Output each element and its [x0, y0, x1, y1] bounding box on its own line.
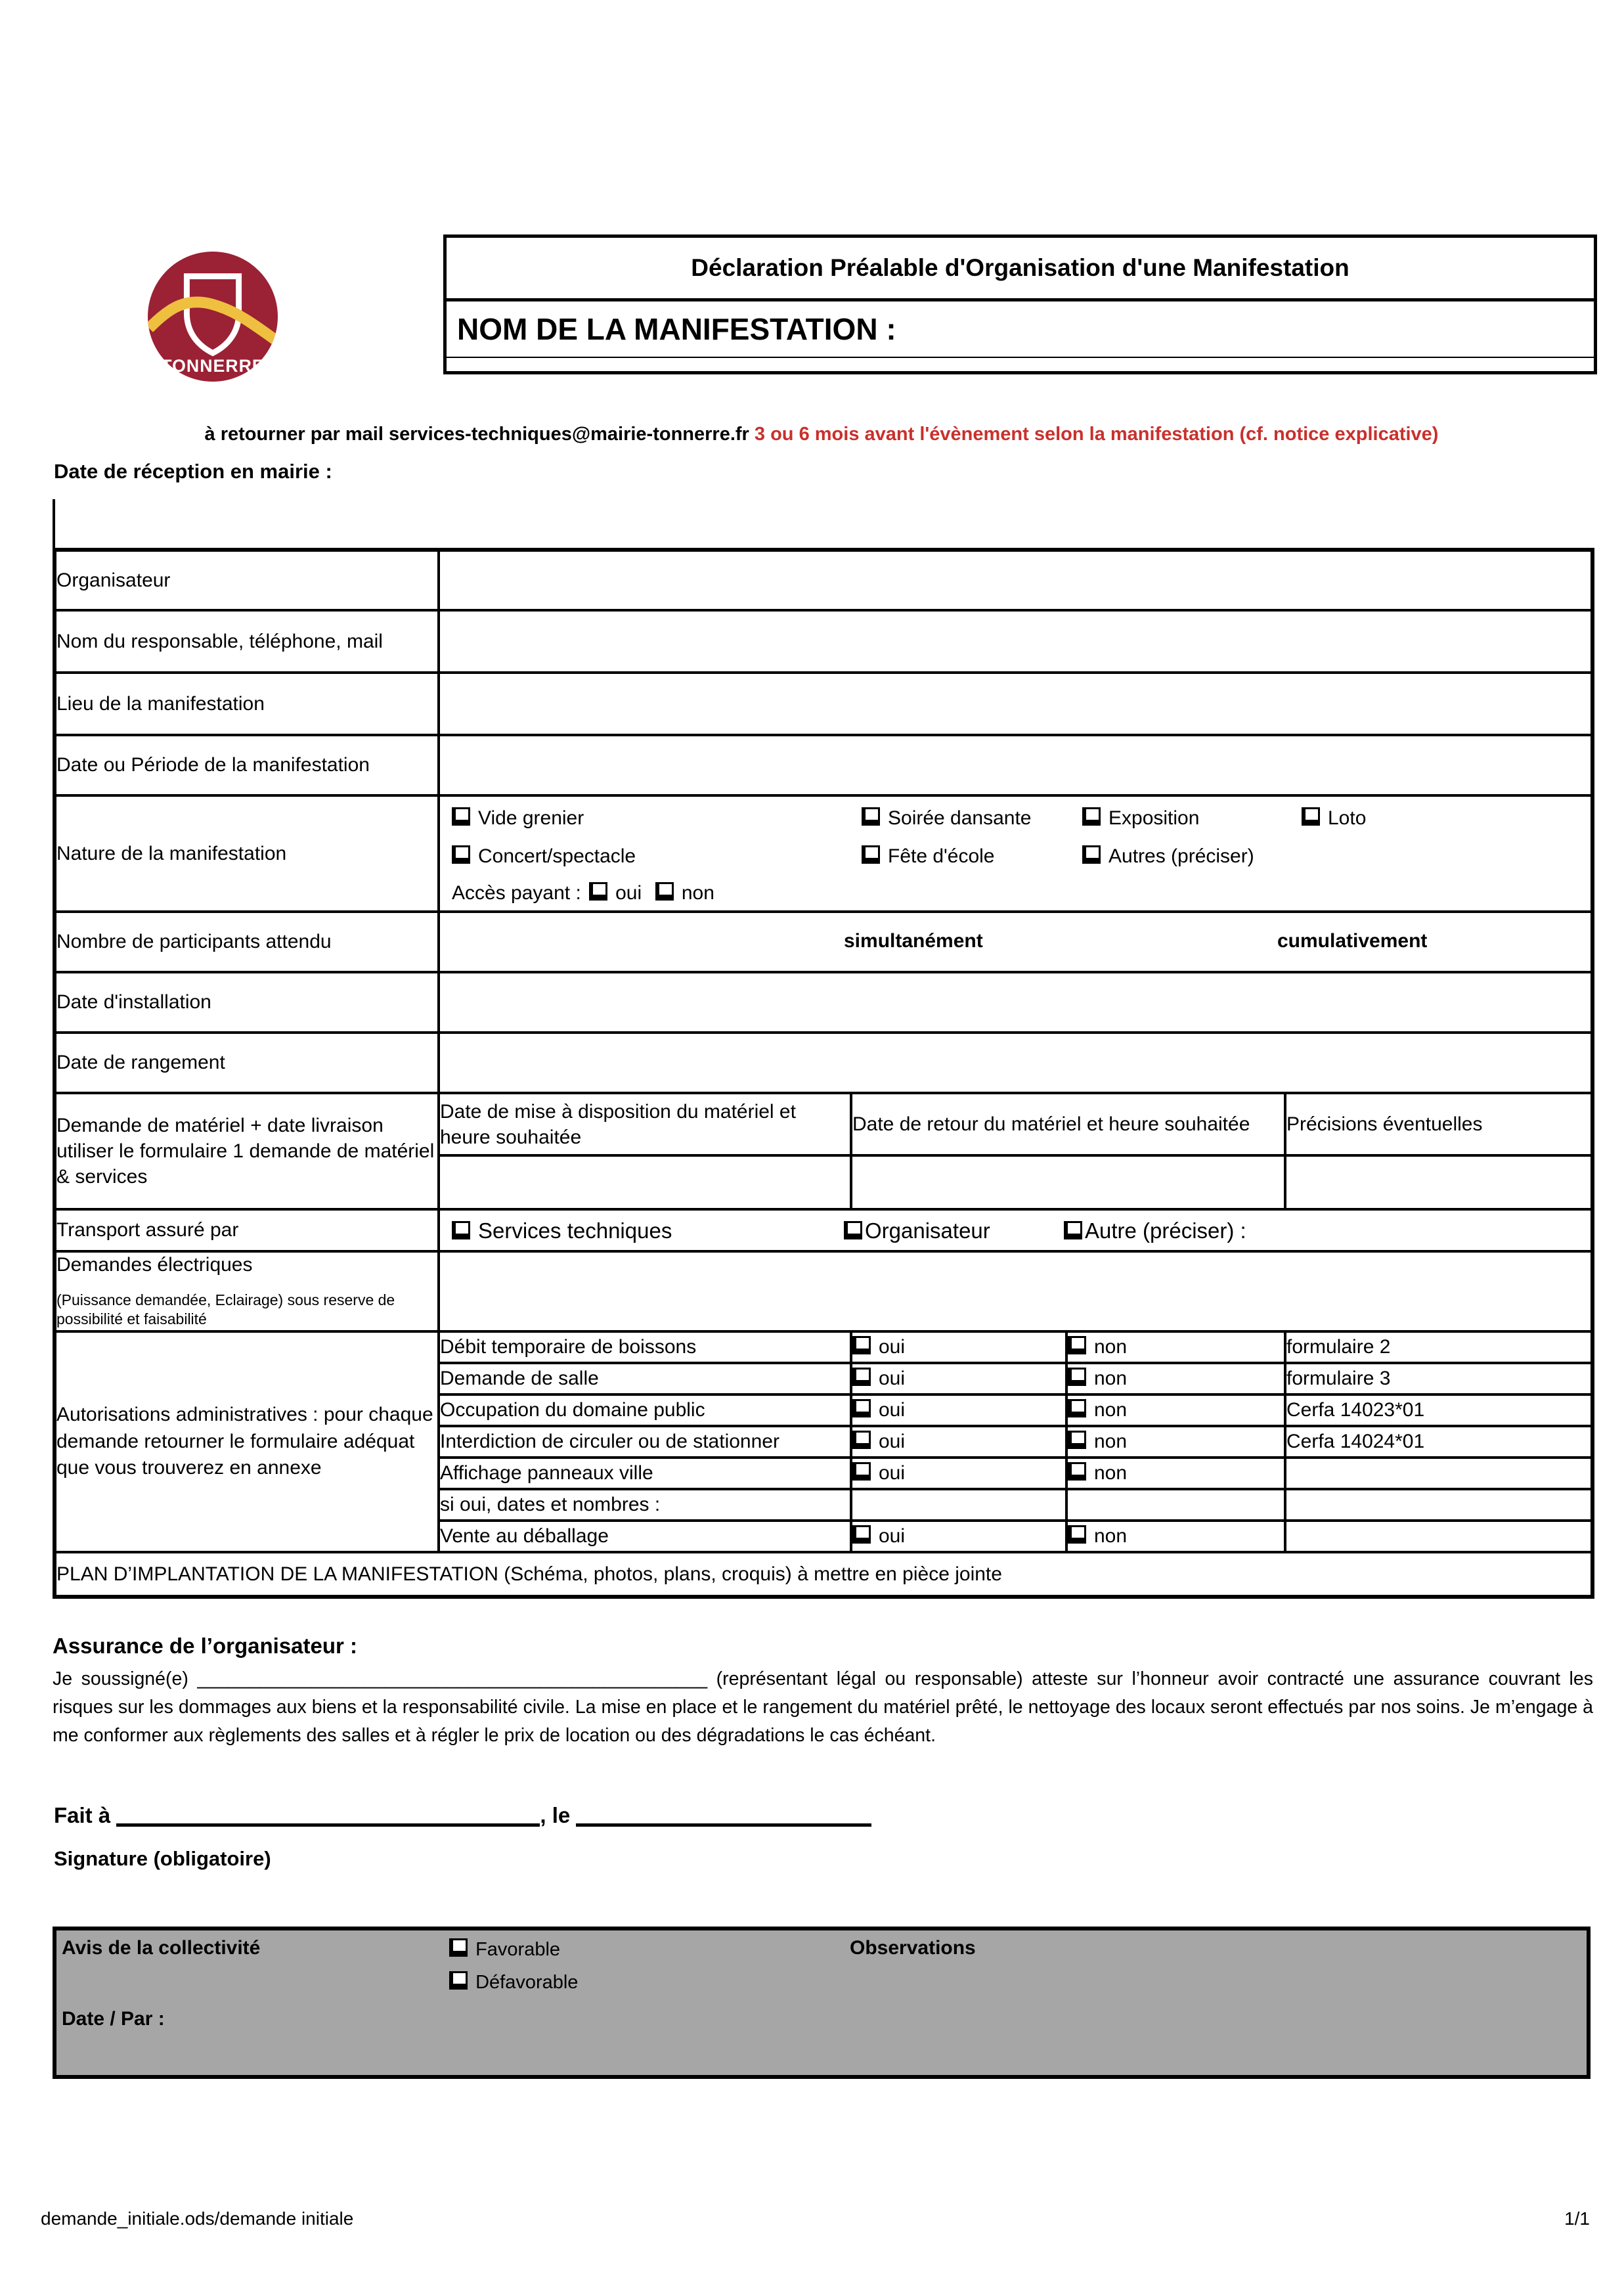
option-label: Organisateur: [865, 1218, 990, 1243]
electrique-title: Demandes électriques: [56, 1254, 253, 1276]
auth-dates-field[interactable]: [1066, 1489, 1285, 1521]
checkbox-icon[interactable]: [852, 1431, 871, 1449]
auth-non-cell[interactable]: [1066, 1394, 1285, 1426]
le-label: , le: [540, 1803, 571, 1827]
footer-page-number: 1/1: [1564, 2208, 1590, 2229]
fait-a-line: [54, 1803, 871, 1828]
auth-oui-cell[interactable]: [851, 1363, 1066, 1394]
tonnerre-logo-icon: [148, 252, 278, 382]
field-responsable[interactable]: [439, 610, 1592, 673]
event-name-label[interactable]: NOM DE LA MANIFESTATION :: [447, 301, 1594, 358]
non-label: non: [1094, 1336, 1128, 1358]
option-label: Exposition: [1108, 807, 1200, 829]
plan-implantation-note: PLAN D’IMPLANTATION DE LA MANIFESTATION (Schéma, photos, plans, croquis) à mettre en pièce jointe: [55, 1552, 1592, 1597]
auth-item-name: Interdiction de circuler ou de stationner: [439, 1426, 851, 1458]
date-par-label: Date / Par :: [62, 2008, 165, 2030]
option-label: Soirée dansante: [888, 807, 1032, 829]
fait-a-label: Fait à: [54, 1803, 111, 1827]
option-concert[interactable]: [452, 845, 636, 868]
footer-filename: demande_initiale.ods/demande initiale: [41, 2208, 354, 2229]
auth-form-ref: formulaire 3: [1285, 1363, 1592, 1394]
field-nature: [439, 795, 1592, 912]
auth-item-name: Affichage panneaux ville: [439, 1458, 851, 1489]
deadline-warning-text: 3 ou 6 mois avant l'évènement selon la manifestation (cf. notice explicative): [749, 424, 1439, 445]
field-installation[interactable]: [439, 972, 1592, 1033]
participants-cumulatif-label: cumulativement: [1277, 930, 1428, 952]
checkbox-icon[interactable]: [655, 882, 674, 901]
auth-non-cell[interactable]: [1066, 1458, 1285, 1489]
field-organisateur[interactable]: [439, 550, 1592, 610]
option-label: Autres (préciser): [1108, 845, 1254, 867]
auth-item-name: Occupation du domaine public: [439, 1394, 851, 1426]
option-transport-autre[interactable]: [1064, 1218, 1246, 1243]
oui-label: oui: [879, 1525, 906, 1547]
fait-a-date-field[interactable]: [576, 1804, 871, 1827]
field-transport: [439, 1209, 1592, 1251]
checkbox-icon[interactable]: [852, 1462, 871, 1481]
option-label: Autre (préciser) :: [1085, 1218, 1246, 1243]
materiel-col2-header: Date de retour du matériel et heure souhaitée: [851, 1093, 1285, 1155]
non-label: non: [1094, 1368, 1128, 1389]
avis-collectivite-box: [53, 1927, 1591, 2079]
option-fete-ecole[interactable]: [862, 845, 995, 868]
observations-label: Observations: [850, 1937, 976, 1959]
assurance-section: [53, 1634, 1593, 1749]
auth-form-ref: Cerfa 14024*01: [1285, 1426, 1592, 1458]
field-rangement[interactable]: [439, 1033, 1592, 1093]
label-materiel: Demande de matériel + date livraison utiliser le formulaire 1 demande de matériel & services: [55, 1093, 439, 1209]
checkbox-icon[interactable]: [1068, 1336, 1086, 1354]
option-label: Fête d'école: [888, 845, 995, 867]
label-responsable: Nom du responsable, téléphone, mail: [55, 610, 439, 673]
option-label: Favorable: [475, 1939, 561, 1960]
auth-oui-cell[interactable]: [851, 1394, 1066, 1426]
checkbox-icon[interactable]: [1068, 1399, 1086, 1417]
checkbox-icon[interactable]: [852, 1368, 871, 1386]
checkbox-icon[interactable]: [1064, 1221, 1082, 1239]
acces-payant-row: [452, 882, 714, 904]
field-periode[interactable]: [439, 735, 1592, 795]
option-label: Services techniques: [478, 1218, 672, 1243]
field-participants[interactable]: [439, 912, 1592, 972]
checkbox-icon[interactable]: [1302, 807, 1320, 826]
field-materiel-dispo[interactable]: [439, 1155, 851, 1209]
acces-non-label: non: [681, 882, 714, 904]
option-defavorable[interactable]: [449, 1971, 578, 1994]
option-label: Vide grenier: [478, 807, 584, 829]
label-participants: Nombre de participants attendu: [55, 912, 439, 972]
auth-oui-cell[interactable]: [851, 1521, 1066, 1552]
acces-payant-label: Accès payant :: [452, 882, 581, 904]
label-lieu: Lieu de la manifestation: [55, 673, 439, 735]
label-electrique: [55, 1251, 439, 1331]
electrique-note: (Puissance demandée, Eclairage) sous reserve de possibilité et faisabilité: [56, 1291, 395, 1327]
non-label: non: [1094, 1431, 1128, 1452]
label-organisateur: Organisateur: [55, 550, 439, 610]
option-transport-organisateur[interactable]: [844, 1218, 990, 1243]
label-rangement: Date de rangement: [55, 1033, 439, 1093]
checkbox-icon[interactable]: [1068, 1431, 1086, 1449]
option-favorable[interactable]: [449, 1938, 560, 1961]
auth-item-name: Vente au déballage: [439, 1521, 851, 1552]
auth-oui-cell[interactable]: [851, 1426, 1066, 1458]
checkbox-icon[interactable]: [852, 1336, 871, 1354]
materiel-col3-header: Précisions éventuelles: [1285, 1093, 1592, 1155]
tonnerre-logo: [148, 252, 278, 382]
participants-simultane-label: simultanément: [844, 930, 983, 952]
checkbox-icon[interactable]: [852, 1399, 871, 1417]
checkbox-icon[interactable]: [844, 1221, 862, 1239]
auth-item-name: Demande de salle: [439, 1363, 851, 1394]
option-soiree-dansante[interactable]: [862, 807, 1032, 830]
auth-oui-cell[interactable]: [851, 1458, 1066, 1489]
materiel-col1-header: Date de mise à disposition du matériel et heure souhaitée: [439, 1093, 851, 1155]
non-label: non: [1094, 1525, 1128, 1547]
oui-label: oui: [879, 1336, 906, 1358]
auth-non-cell[interactable]: [1066, 1426, 1285, 1458]
oui-label: oui: [879, 1399, 906, 1421]
auth-oui-cell[interactable]: [851, 1331, 1066, 1363]
checkbox-icon[interactable]: [449, 1938, 468, 1957]
checkbox-icon[interactable]: [862, 845, 880, 864]
label-nature: Nature de la manifestation: [55, 795, 439, 912]
event-name-field[interactable]: [447, 358, 1594, 371]
non-label: non: [1094, 1399, 1128, 1421]
avis-label: Avis de la collectivité: [62, 1937, 261, 1959]
checkbox-icon[interactable]: [862, 807, 880, 826]
oui-label: oui: [879, 1431, 906, 1452]
label-installation: Date d'installation: [55, 972, 439, 1033]
oui-label: oui: [879, 1368, 906, 1389]
auth-form-ref: [1285, 1521, 1592, 1552]
checkbox-icon[interactable]: [1082, 845, 1101, 864]
auth-non-cell[interactable]: [1066, 1521, 1285, 1552]
reception-date-field[interactable]: [53, 499, 55, 548]
option-label: Concert/spectacle: [478, 845, 636, 867]
assurance-heading: Assurance de l’organisateur :: [53, 1634, 357, 1658]
assurance-body: Je soussigné(e) _________________________________________________ (représentant légal ou responsable) atteste sur l’honneur avoir contracté une assurance couvrant les risques sur les dommages aux biens et la responsabilité civile. La mise en place et le rangement du matériel prêté, le nettoyage des locaux seront effectués par nos soins. Je m’engage à me conformer aux règlements des salles et à régler le prix de location ou des dégradations le cas échéant.: [53, 1668, 1593, 1746]
form-title: Déclaration Préalable d'Organisation d'une Manifestation: [447, 238, 1594, 301]
checkbox-icon[interactable]: [452, 845, 470, 864]
oui-label: oui: [879, 1462, 906, 1484]
auth-form-ref: formulaire 2: [1285, 1331, 1592, 1363]
checkbox-icon[interactable]: [452, 1221, 470, 1239]
checkbox-icon[interactable]: [852, 1525, 871, 1544]
option-vide-grenier[interactable]: [452, 807, 584, 830]
fait-a-place-field[interactable]: [116, 1804, 540, 1827]
checkbox-icon[interactable]: [1068, 1368, 1086, 1386]
return-mail-text: à retourner par mail services-techniques@mairie-tonnerre.fr: [204, 424, 749, 445]
signature-label: Signature (obligatoire): [54, 1847, 271, 1870]
auth-item-name: Débit temporaire de boissons: [439, 1331, 851, 1363]
checkbox-icon[interactable]: [1068, 1525, 1086, 1544]
option-label: Défavorable: [475, 1972, 579, 1993]
field-materiel-retour[interactable]: [851, 1155, 1285, 1209]
checkbox-icon[interactable]: [452, 807, 470, 826]
header-box: [443, 234, 1597, 374]
checkbox-icon[interactable]: [1068, 1462, 1086, 1481]
auth-form-ref: [1285, 1489, 1592, 1521]
non-label: non: [1094, 1462, 1128, 1484]
reception-date-label: Date de réception en mairie :: [54, 460, 332, 483]
option-exposition[interactable]: [1082, 807, 1199, 830]
auth-non-cell[interactable]: [1066, 1363, 1285, 1394]
field-electrique[interactable]: [439, 1251, 1592, 1331]
option-loto[interactable]: [1302, 807, 1366, 830]
label-autorisations: Autorisations administratives : pour chaque demande retourner le formulaire adéquat que vous trouverez en annexe: [55, 1331, 439, 1552]
checkbox-icon[interactable]: [449, 1971, 468, 1990]
auth-item-name: si oui, dates et nombres :: [439, 1489, 851, 1521]
checkbox-icon[interactable]: [589, 882, 607, 901]
option-label: Loto: [1328, 807, 1367, 829]
main-form-table: [53, 548, 1594, 1599]
auth-dates-field[interactable]: [851, 1489, 1066, 1521]
option-autres[interactable]: [1082, 845, 1254, 868]
return-instructions: [53, 424, 1591, 445]
checkbox-icon[interactable]: [1082, 807, 1101, 826]
auth-form-ref: [1285, 1458, 1592, 1489]
field-materiel-precisions[interactable]: [1285, 1155, 1592, 1209]
acces-oui-label: oui: [615, 882, 642, 904]
label-periode: Date ou Période de la manifestation: [55, 735, 439, 795]
auth-form-ref: Cerfa 14023*01: [1285, 1394, 1592, 1426]
logo-text: TONNERRE: [161, 356, 265, 376]
auth-non-cell[interactable]: [1066, 1331, 1285, 1363]
option-services-techniques[interactable]: [452, 1218, 672, 1243]
label-transport: Transport assuré par: [55, 1209, 439, 1251]
field-lieu[interactable]: [439, 673, 1592, 735]
